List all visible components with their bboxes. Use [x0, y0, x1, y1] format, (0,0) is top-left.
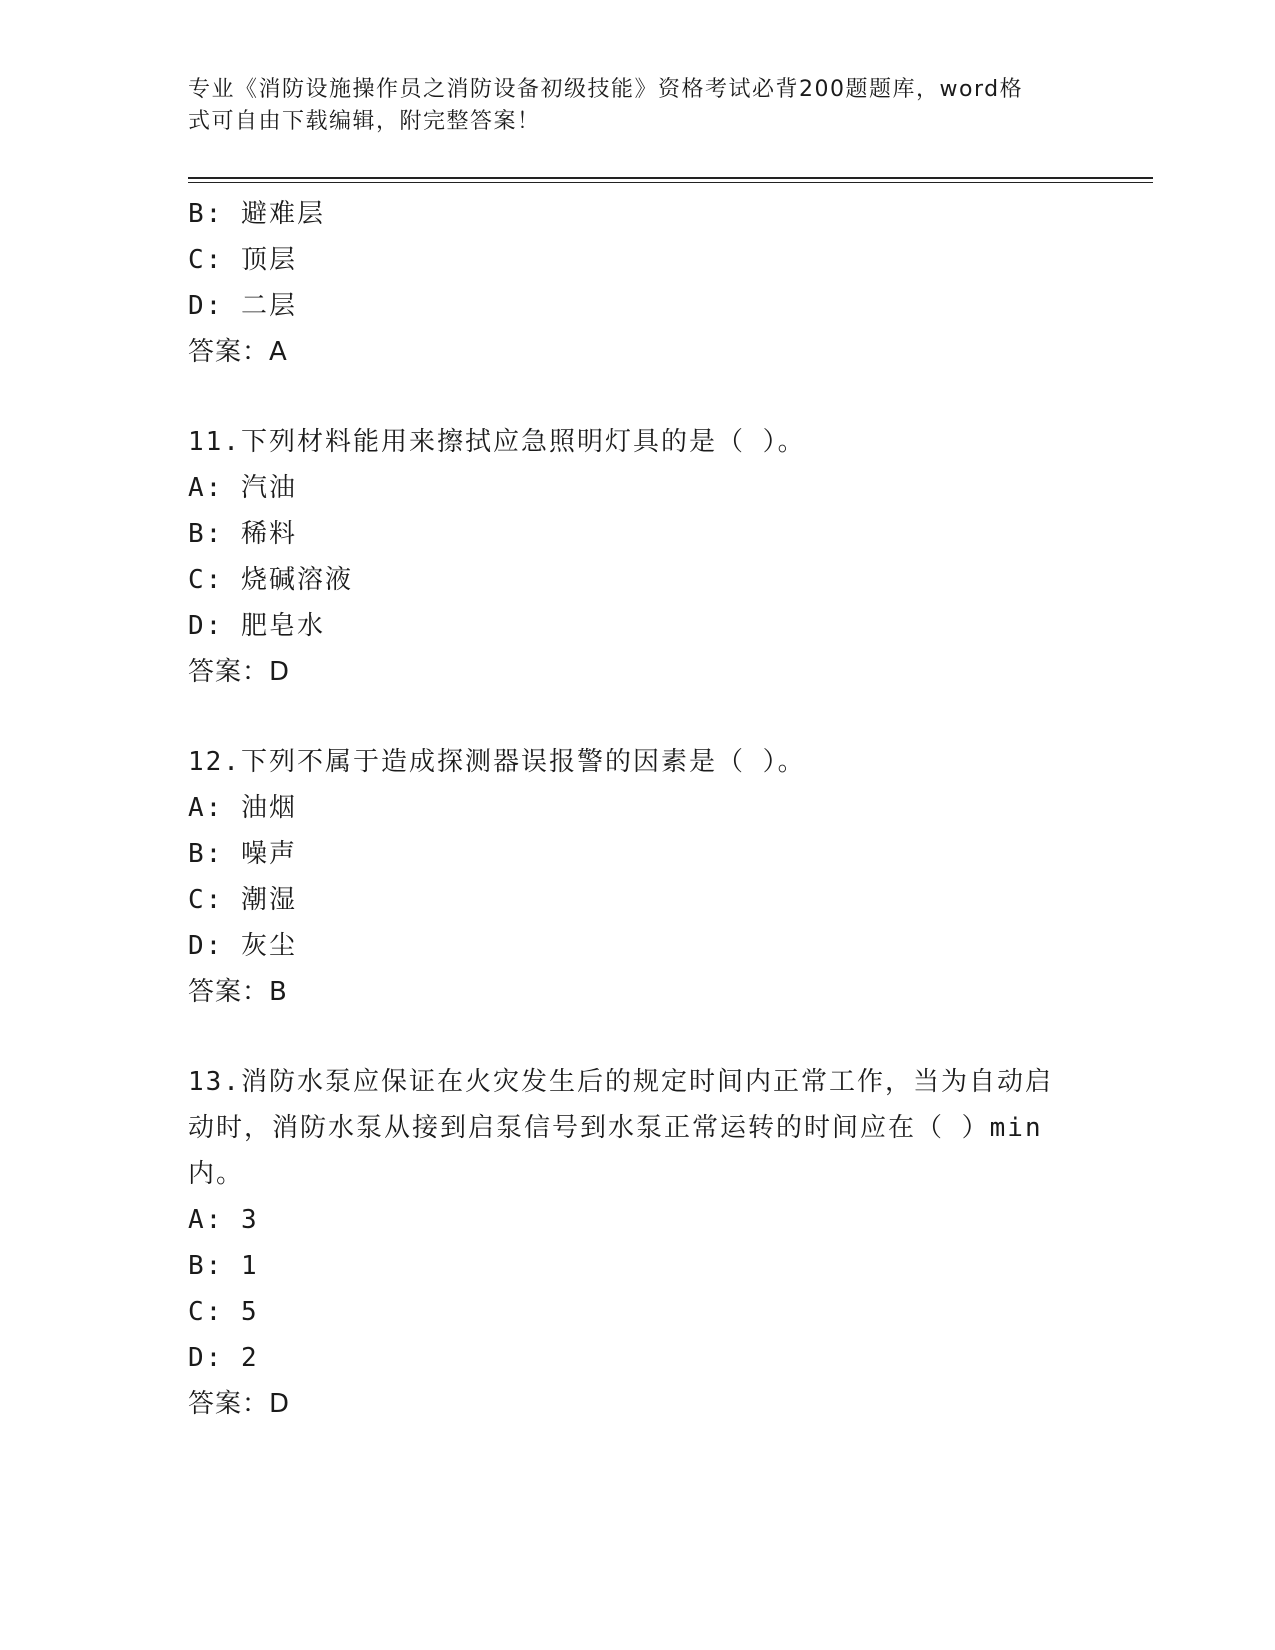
option-c — [188, 237, 1088, 283]
question-stem-line-3: 内。 — [188, 1159, 245, 1189]
option-label: A: — [188, 473, 224, 503]
option-a — [188, 1197, 1088, 1243]
option-c — [188, 557, 1088, 603]
option-text: 二层 — [240, 291, 297, 321]
option-label: D: — [188, 1343, 224, 1373]
option-b — [188, 1243, 1088, 1289]
option-label: C: — [188, 1297, 224, 1327]
option-text: 1 — [240, 1251, 259, 1281]
question-stem-line-1: 13.消防水泵应保证在火灾发生后的规定时间内正常工作，当为自动启 — [188, 1067, 1053, 1097]
answer-line: 答案：D — [188, 1389, 291, 1419]
header-divider-thin — [188, 182, 1153, 183]
option-b — [188, 511, 1088, 557]
option-text: 汽油 — [240, 473, 297, 503]
option-text: 2 — [240, 1343, 259, 1373]
option-label: C: — [188, 565, 224, 595]
option-text: 稀料 — [240, 519, 297, 549]
question-block-partial — [188, 191, 1088, 375]
header-line-2: 式可自由下载编辑，附完整答案！ — [188, 109, 541, 134]
option-b — [188, 191, 1088, 237]
option-label: D: — [188, 931, 224, 961]
option-b — [188, 831, 1088, 877]
option-d — [188, 283, 1088, 329]
option-d — [188, 603, 1088, 649]
option-text: 烧碱溶液 — [240, 565, 353, 595]
option-text: 灰尘 — [240, 931, 297, 961]
option-label: B: — [188, 199, 224, 229]
option-text: 5 — [240, 1297, 259, 1327]
option-c — [188, 877, 1088, 923]
question-stem: 11.下列材料能用来擦拭应急照明灯具的是（ ）。 — [188, 427, 806, 457]
question-block-12 — [188, 739, 1088, 1015]
answer-line: 答案：D — [188, 657, 291, 687]
header-line-1: 专业《消防设施操作员之消防设备初级技能》资格考试必背200题题库，word格 — [188, 77, 1024, 102]
question-block-13 — [188, 1059, 1088, 1427]
option-text: 潮湿 — [240, 885, 297, 915]
option-label: A: — [188, 793, 224, 823]
question-stem: 12.下列不属于造成探测器误报警的因素是（ ）。 — [188, 747, 806, 777]
option-d — [188, 923, 1088, 969]
option-d — [188, 1335, 1088, 1381]
option-a — [188, 785, 1088, 831]
option-text: 3 — [240, 1205, 259, 1235]
option-text: 顶层 — [240, 245, 297, 275]
document-header — [188, 74, 1068, 138]
option-label: D: — [188, 611, 224, 641]
question-stem-line-2: 动时，消防水泵从接到启泵信号到水泵正常运转的时间应在（ ）min — [188, 1113, 1043, 1143]
option-text: 油烟 — [240, 793, 297, 823]
option-label: D: — [188, 291, 224, 321]
option-label: B: — [188, 519, 224, 549]
answer-line: 答案：A — [188, 337, 288, 367]
option-label: B: — [188, 1251, 224, 1281]
option-text: 噪声 — [240, 839, 297, 869]
option-text: 避难层 — [240, 199, 325, 229]
question-block-11 — [188, 419, 1088, 695]
document-body — [188, 191, 1088, 1427]
option-label: A: — [188, 1205, 224, 1235]
option-c — [188, 1289, 1088, 1335]
answer-line: 答案：B — [188, 977, 288, 1007]
option-text: 肥皂水 — [240, 611, 325, 641]
option-label: B: — [188, 839, 224, 869]
header-divider-thick — [188, 177, 1153, 179]
option-label: C: — [188, 885, 224, 915]
option-label: C: — [188, 245, 224, 275]
option-a — [188, 465, 1088, 511]
